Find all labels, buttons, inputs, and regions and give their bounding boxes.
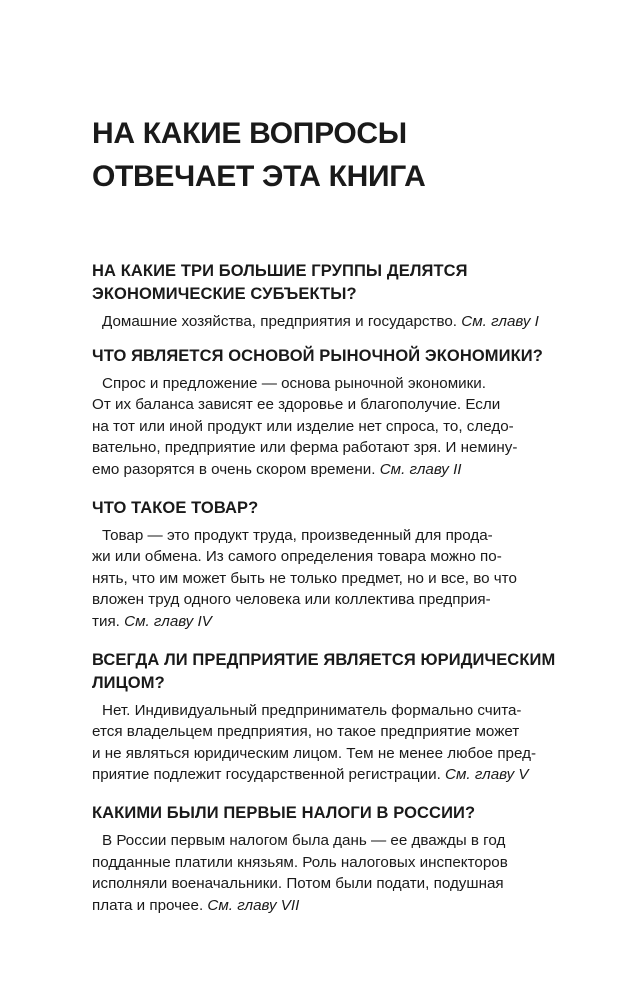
chapter-reference: См. главу VII (207, 896, 300, 914)
answer-body: Нет. Индивидуальный предприниматель формально счита- ется владельцем предприятия, но такое предприятие может и не являться юридическим лицом. Тем не менее любое пред- приятие подлежит государственной регистрации. (92, 701, 537, 784)
chapter-reference: См. главу IV (124, 612, 212, 630)
chapter-reference: См. главу V (445, 766, 529, 784)
answer-body: Домашние хозяйства, предприятия и государство. (102, 313, 462, 330)
answer-text (92, 373, 564, 481)
qa-block (92, 345, 564, 481)
answer-text (92, 311, 564, 333)
answer-text (92, 700, 564, 786)
chapter-reference: См. главу II (379, 460, 462, 478)
page-title: НА КАКИЕ ВОПРОСЫ ОТВЕЧАЕТ ЭТА КНИГА (92, 117, 426, 193)
question-heading: КАКИМИ БЫЛИ ПЕРВЫЕ НАЛОГИ В РОССИИ? (92, 803, 476, 822)
qa-block (92, 497, 564, 633)
qa-block (92, 649, 564, 786)
answer-body: Спрос и предложение — основа рыночной экономики. От их баланса зависят ее здоровье и благополучие. Если на тот или иной продукт или изделие нет спроса, то, следо- вательно, предприятие или ферма работают зря. И немину- емо разорятся в очень скором времени. (92, 374, 518, 478)
question-heading: ЧТО ТАКОЕ ТОВАР? (92, 498, 259, 517)
chapter-reference: См. главу I (461, 313, 539, 330)
answer-body: В России первым налогом была дань — ее дважды в год подданные платили князьям. Роль налоговых инспекторов исполняли военачальники. Потом были подати, подушная плата и прочее. (92, 831, 508, 914)
question-heading: НА КАКИЕ ТРИ БОЛЬШИЕ ГРУППЫ ДЕЛЯТСЯ ЭКОНОМИЧЕСКИЕ СУБЪЕКТЫ? (92, 262, 468, 303)
book-page (92, 112, 564, 932)
question-heading: ВСЕГДА ЛИ ПРЕДПРИЯТИЕ ЯВЛЯЕТСЯ ЮРИДИЧЕСКИМ ЛИЦОМ? (92, 650, 556, 692)
qa-block (92, 802, 564, 916)
answer-text (92, 830, 564, 916)
answer-text (92, 525, 564, 633)
answer-body: Товар — это продукт труда, произведенный для прода- жи или обмена. Из самого определения товара можно по- нять, что им может быть не только предмет, но и все, во что вложен труд одного человека или коллектива предприя- тия. (92, 526, 517, 630)
question-heading: ЧТО ЯВЛЯЕТСЯ ОСНОВОЙ РЫНОЧНОЙ ЭКОНОМИКИ? (92, 346, 543, 365)
qa-block (92, 260, 564, 333)
